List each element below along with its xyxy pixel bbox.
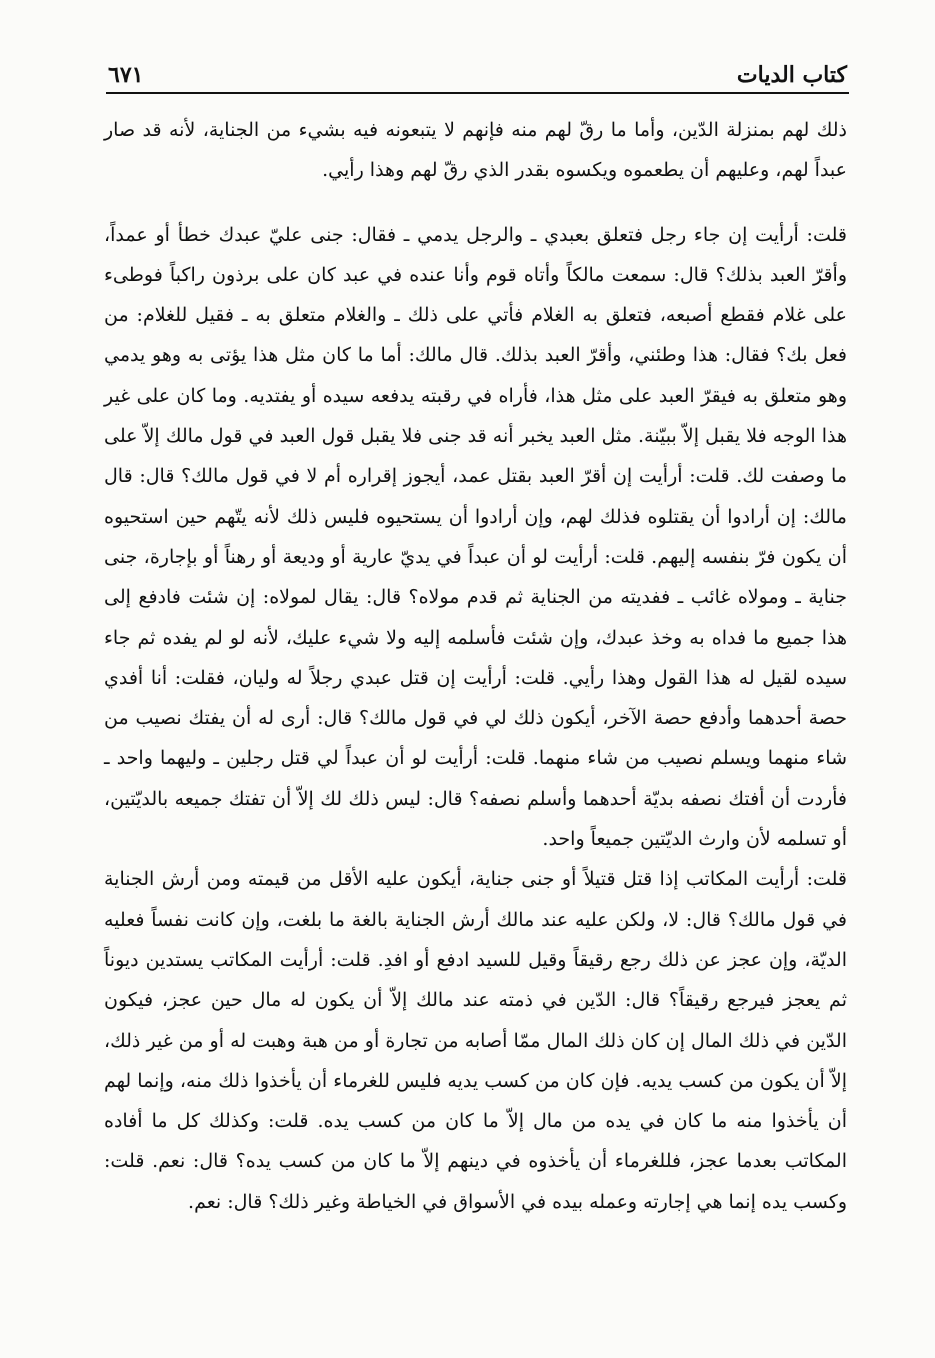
- page-header: [108, 58, 847, 88]
- paragraph-2: قلت: أرأيت إن جاء رجل فتعلق بعبدي ـ والرجل يدمي ـ فقال: جنى عليّ عبدك خطأ أو عمداً، وأقرّ العبد بذلك؟ قال: سمعت مالكاً وأتاه قوم وأنا عنده في عبد كان على برذون راكباً فوطىء على غلام فقطع أصبعه، فتعلق به الغلام فأتي على ذلك ـ والغلام متعلق به ـ فقيل للغلام: من فعل بك؟ فقال: هذا وطئني، وأقرّ العبد بذلك. قال مالك: أما ما كان مثل هذا يؤتى به وهو يدمي وهو متعلق به فيقرّ العبد على مثل هذا، فأراه في رقبته يدفعه سيده أو يفتديه. وما كان على غير هذا الوجه فلا يقبل إلاّ ببيّنة. مثل العبد يخبر أنه قد جنى فلا يقبل قول العبد في قول مالك إلاّ على ما وصفت لك. قلت: أرأيت إن أقرّ العبد بقتل عمد، أيجوز إقراره أم لا في قول مالك؟ قال: قال مالك: إن أرادوا أن يقتلوه فذلك لهم، وإن أرادوا أن يستحيوه فليس ذلك لأنه يتّهم حين استحيوه أن يكون فرّ بنفسه إليهم. قلت: أرأيت لو أن عبداً في يديّ عارية أو وديعة أو رهناً أو بإجارة، جنى جناية ـ ومولاه غائب ـ ففديته من الجناية ثم قدم مولاه؟ قال: يقال لمولاه: إن شئت فادفع إلى هذا جميع ما فداه به وخذ عبدك، وإن شئت فأسلمه إليه ولا شيء عليك، لأنه لو لم يفده ثم جاء سيده لقيل له هذا القول وهذا رأيي. قلت: أرأيت إن قتل عبدي رجلاً له وليان، فقلت: أنا أفدي حصة أحدهما وأدفع حصة الآخر، أيكون ذلك لي في قول مالك؟ قال: أرى له أن يفتك نصيب من شاء منهما ويسلم نصيب من شاء منهما. قلت: أرأيت لو أن عبداً لي قتل رجلين ـ وليهما واحد ـ فأردت أن أفتك نصفه بديّة أحدهما وأسلم نصفه؟ قال: ليس ذلك لك إلاّ أن تفتك جميعه بالديّتين، أو تسلمه لأن وارث الديّتين جميعاً واحد.: [104, 223, 847, 851]
- paragraph-1: ذلك لهم بمنزلة الدّين، وأما ما رقّ لهم منه فإنهم لا يتبعونه فيه بشيء من الجناية، لأنه قد صار عبداً لهم، وعليهم أن يطعموه ويكسوه بقدر الذي رقّ لهم وهذا رأيي.: [104, 119, 847, 182]
- main-text: [104, 110, 847, 1222]
- running-title: كتاب الديات: [736, 62, 847, 88]
- paragraph-3: قلت: أرأيت المكاتب إذا قتل قتيلاً أو جنى جناية، أيكون عليه الأقل من قيمته ومن أرش الجناية في قول مالك؟ قال: لا، ولكن عليه عند مالك أرش الجناية بالغة ما بلغت، وإن كانت نفساً فعليه الديّة، وإن عجز عن ذلك رجع رقيقاً وقيل للسيد ادفع أو افدِ. قلت: أرأيت المكاتب يستدين ديوناً ثم يعجز فيرجع رقيقاً؟ قال: الدّين في ذمته عند مالك إلاّ أن يكون له مال حين عجز، فيكون الدّين في ذلك المال إن كان ذلك المال ممّا أصابه من تجارة أو من هبة وهبت له أو من غير ذلك، إلاّ أن يكون من كسب يديه. فإن كان من كسب يديه فليس للغرماء أن يأخذوا ذلك منه، وإنما لهم أن يأخذوا منه ما كان في يده من مال إلاّ ما كان من كسب يده. قلت: وكذلك كل ما أفاده المكاتب بعدما عجز، فللغرماء أن يأخذوه في دينهم إلاّ ما كان من كسب يده؟ قال: نعم. قلت: وكسب يده إنما هي إجارته وعمله بيده في الأسواق في الخياطة وغير ذلك؟ قال: نعم.: [104, 868, 847, 1213]
- header-divider: [106, 92, 849, 94]
- page-number: ٦٧١: [108, 62, 144, 88]
